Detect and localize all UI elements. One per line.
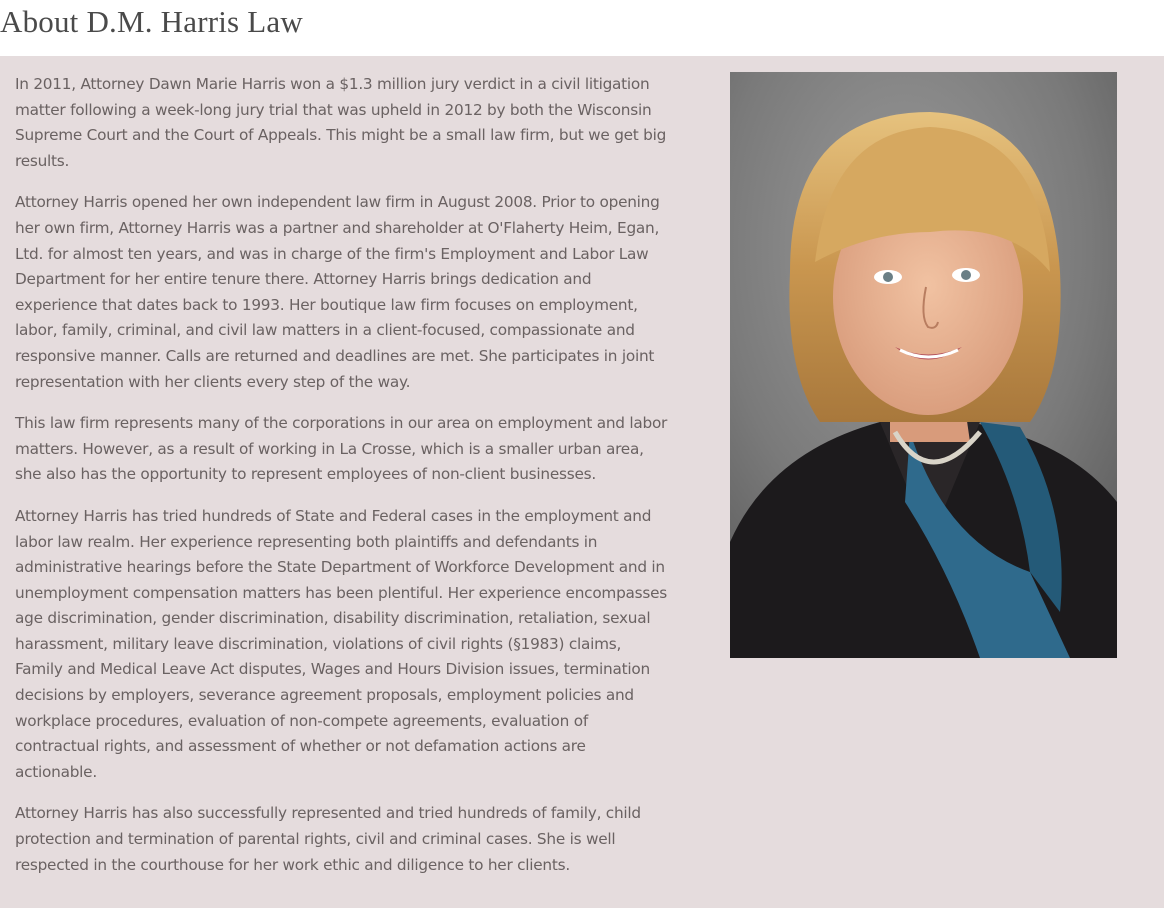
- paragraph-family-law: Attorney Harris has also successfully represented and tried hundreds of family, child protection and termination of parental rights, civil and criminal cases. She is well respected in the courthouse for her work ethic and diligence to her clients.: [15, 804, 641, 874]
- page-title: About D.M. Harris Law: [0, 4, 303, 39]
- page-header: [0, 0, 1164, 56]
- about-content: [15, 72, 670, 894]
- paragraph-verdict: In 2011, Attorney Dawn Marie Harris won a $1.3 million jury verdict in a civil litigation matter following a week-long jury trial that was upheld in 2012 by both the Wisconsin Supreme Court and the Court of Appeals. This might be a small law firm, but we get big results.: [15, 75, 667, 170]
- paragraph-corporate-clients: This law firm represents many of the corporations in our area on employment and labor matters. However, as a result of working in La Crosse, which is a smaller urban area, she also has the opportunity to represent employees of non-client businesses.: [15, 414, 668, 484]
- paragraph-firm-history: Attorney Harris opened her own independent law firm in August 2008. Prior to opening her own firm, Attorney Harris was a partner and shareholder at O'Flaherty Heim, Egan, Ltd. for almost ten years, and was in charge of the firm's Employment and Labor Law Department for her entire tenure there. Attorney Harris brings dedication and experience that dates back to 1993. Her boutique law firm focuses on employment, labor, family, criminal, and civil law matters in a client-focused, compassionate and responsive manner. Calls are returned and deadlines are met. She participates in joint representation with her clients every step of the way.: [15, 193, 660, 391]
- attorney-portrait-photo: [730, 72, 1117, 658]
- paragraph-employment-experience: Attorney Harris has tried hundreds of State and Federal cases in the employment and labor law realm. Her experience representing both plaintiffs and defendants in administrative hearings before the State Department of Workforce Development and in unemployment compensation matters has been plentiful. Her experience encompasses age discrimination, gender discrimination, disability discrimination, retaliation, sexual harassment, military leave discrimination, violations of civil rights (§1983) claims, Family and Medical Leave Act disputes, Wages and Hours Division issues, termination decisions by employers, severance agreement proposals, employment policies and workplace procedures, evaluation of non-compete agreements, evaluation of contractual rights, and assessment of whether or not defamation actions are actionable.: [15, 506, 667, 781]
- portrait-photo-icon: [730, 72, 1117, 658]
